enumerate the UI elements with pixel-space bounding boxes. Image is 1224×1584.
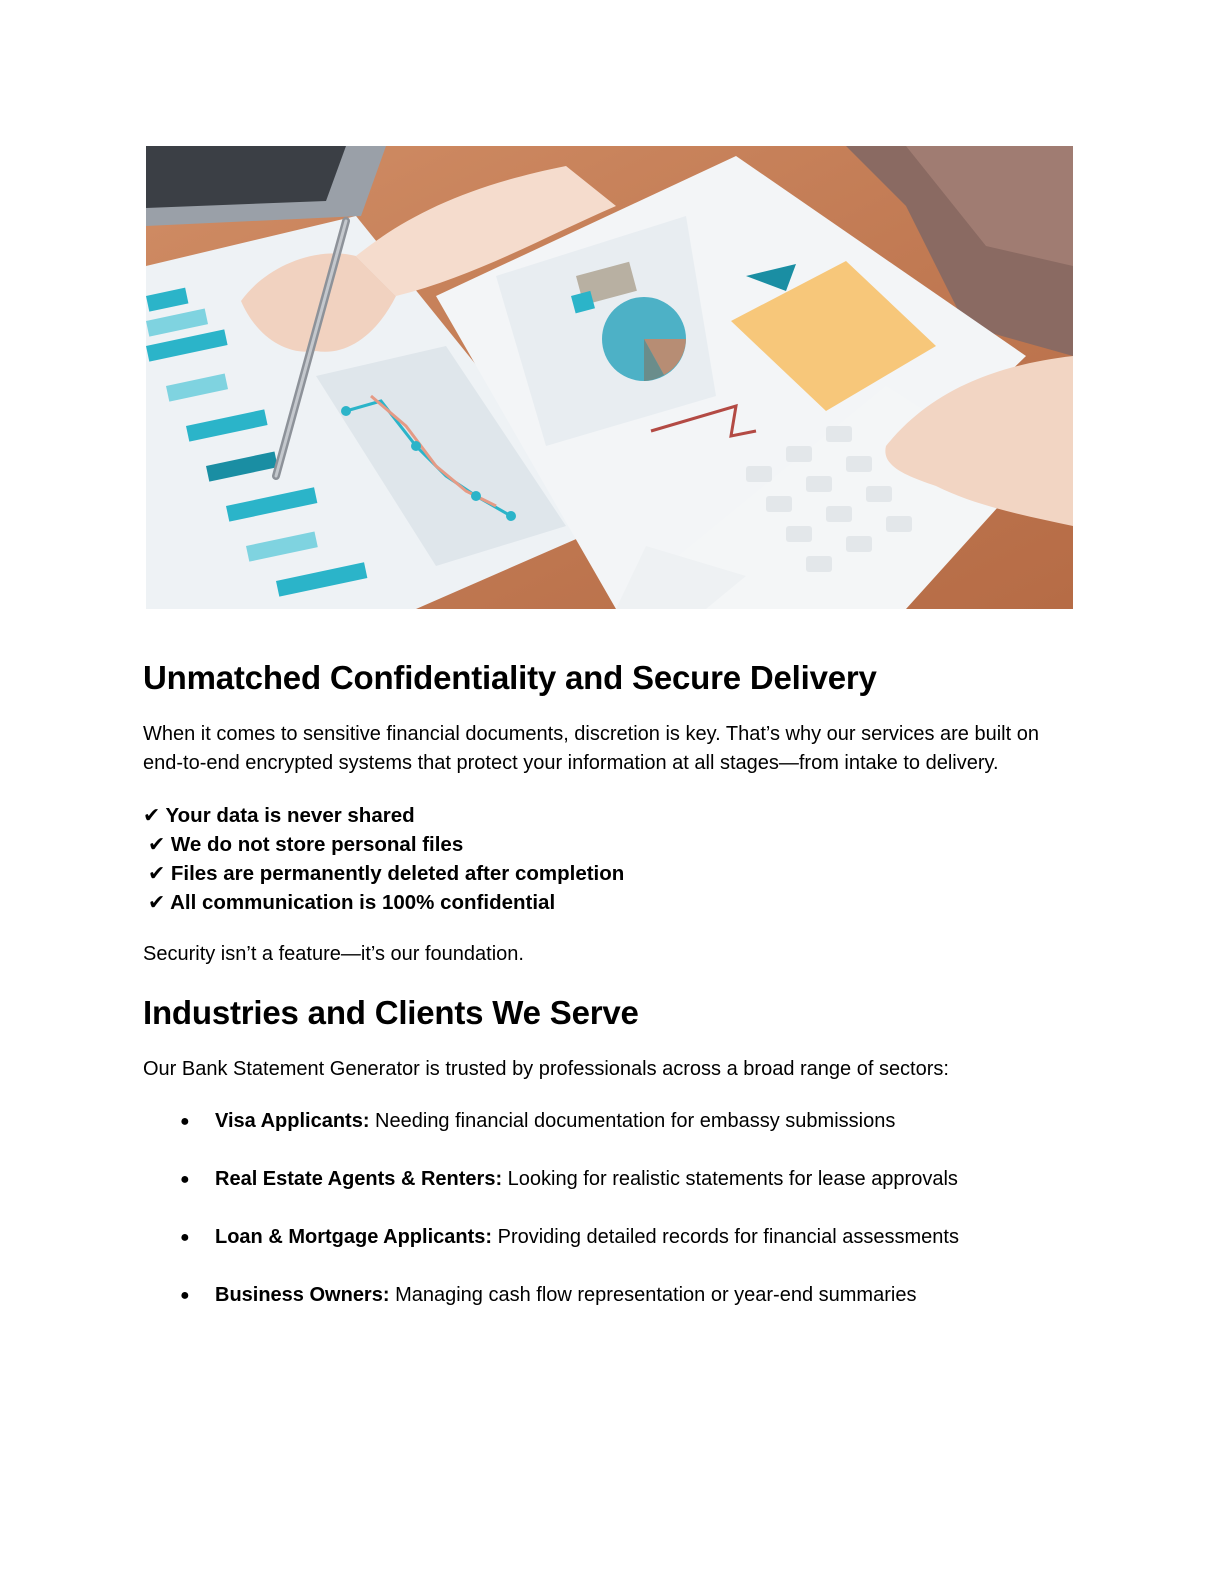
list-item-description: Managing cash flow representation or year-end summaries (389, 1284, 917, 1306)
list-item (143, 1165, 1078, 1194)
list-item (143, 1223, 1078, 1252)
industries-lead-paragraph: Our Bank Statement Generator is trusted by professionals across a broad range of sectors: (143, 1058, 949, 1080)
industries-list (143, 1107, 1078, 1310)
bullet-icon: ● (180, 1287, 190, 1304)
security-checklist (143, 801, 1078, 917)
bullet-icon: ● (180, 1113, 190, 1130)
document-body (143, 640, 1078, 1339)
section-heading-industries: Industries and Clients We Serve (143, 994, 639, 1031)
list-item (143, 1107, 1078, 1136)
list-item-term: Business Owners: (215, 1284, 390, 1306)
list-item-description: Looking for realistic statements for lease approvals (502, 1168, 958, 1190)
list-item-term: Real Estate Agents & Renters: (215, 1168, 503, 1190)
list-item (143, 1281, 1078, 1310)
security-closing-line: Security isn’t a feature—it’s our foundation. (143, 943, 524, 965)
list-item-description: Needing financial documentation for embassy submissions (369, 1110, 896, 1132)
checklist-item: ✔ All communication is 100% confidential (148, 891, 556, 914)
checklist-item: ✔ Files are permanently deleted after completion (148, 862, 625, 885)
bullet-icon: ● (180, 1229, 190, 1246)
list-item-description: Providing detailed records for financial assessments (492, 1226, 959, 1248)
confidentiality-intro-paragraph: When it comes to sensitive financial documents, discretion is key. That’s why our services are built on end-to-end encrypted systems that protect your information at all stages—from intake to delivery. (143, 723, 1039, 774)
checklist-item: ✔ We do not store personal files (148, 833, 464, 856)
list-item-term: Loan & Mortgage Applicants: (215, 1226, 493, 1248)
section-heading-confidentiality: Unmatched Confidentiality and Secure Delivery (143, 659, 877, 696)
financial-charts-photo (146, 146, 1073, 609)
checklist-item: ✔ Your data is never shared (143, 804, 415, 827)
list-item-term: Visa Applicants: (215, 1110, 370, 1132)
bullet-icon: ● (180, 1171, 190, 1188)
